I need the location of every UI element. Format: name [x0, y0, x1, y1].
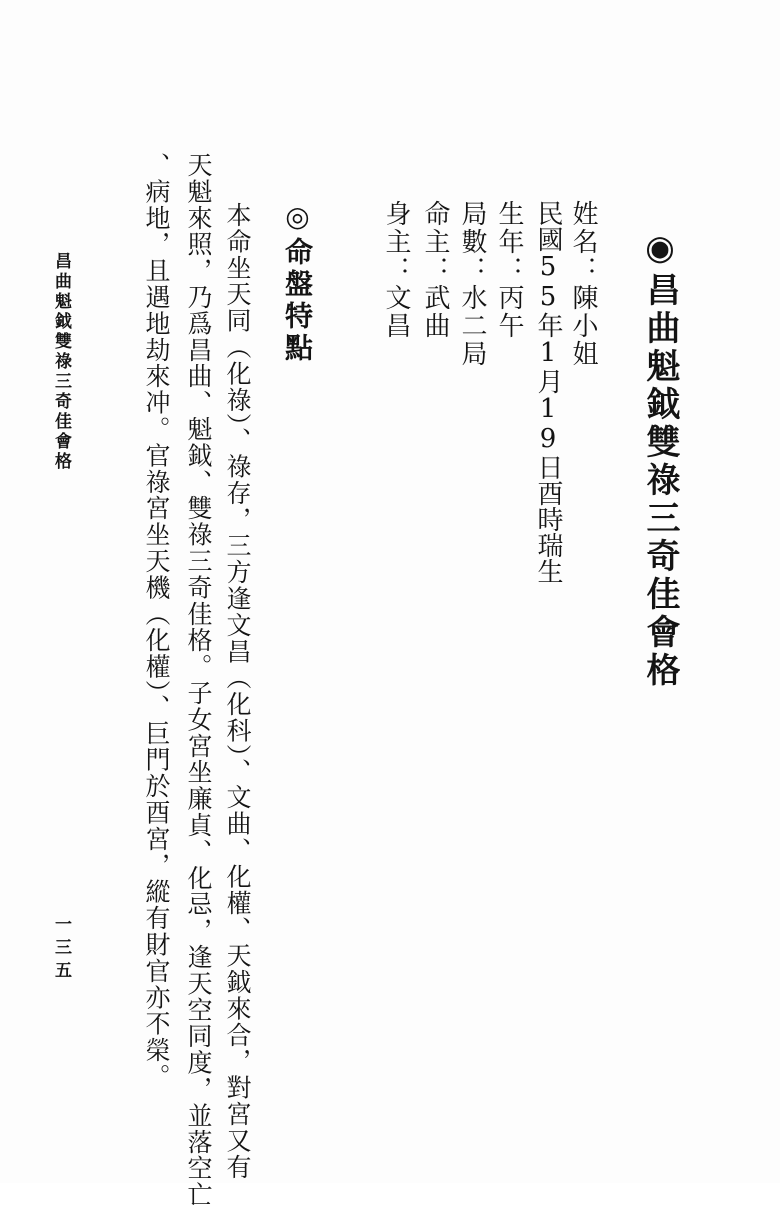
info-name: 姓名：陳小姐 [568, 200, 598, 368]
running-title: 昌曲魁鉞雙祿三奇佳會格 [51, 252, 71, 472]
body-paragraph-line: 天魁來照，乃爲昌曲、魁鉞、雙祿三奇佳格。子女宮坐廉貞、化忌，逢天空同度，並落空亡 [184, 152, 213, 1208]
section-heading: ◎命盤特點 [281, 200, 314, 365]
info-body-master: 身主：文昌 [381, 200, 411, 340]
body-paragraph-line: 、病地，且遇地劫來冲。官祿宮坐天機（化權）、巨門於酉宮，縱有財官亦不榮。 [142, 152, 171, 1090]
info-bureau: 局數：水二局 [457, 200, 487, 368]
chapter-title: ◉昌曲魁鉞雙祿三奇佳會格 [640, 228, 680, 690]
info-birth-date: 民國55年1月19日酉時瑞生 [533, 200, 563, 584]
page-number: 一三五 [51, 915, 71, 984]
info-life-master: 命主：武曲 [420, 200, 450, 340]
body-paragraph-line: 本命坐天同（化祿）、祿存，三方逢文昌（化科）、文曲、化權、天鉞來合，對宮又有 [223, 202, 252, 1181]
info-birth-year: 生年：丙午 [494, 200, 524, 340]
